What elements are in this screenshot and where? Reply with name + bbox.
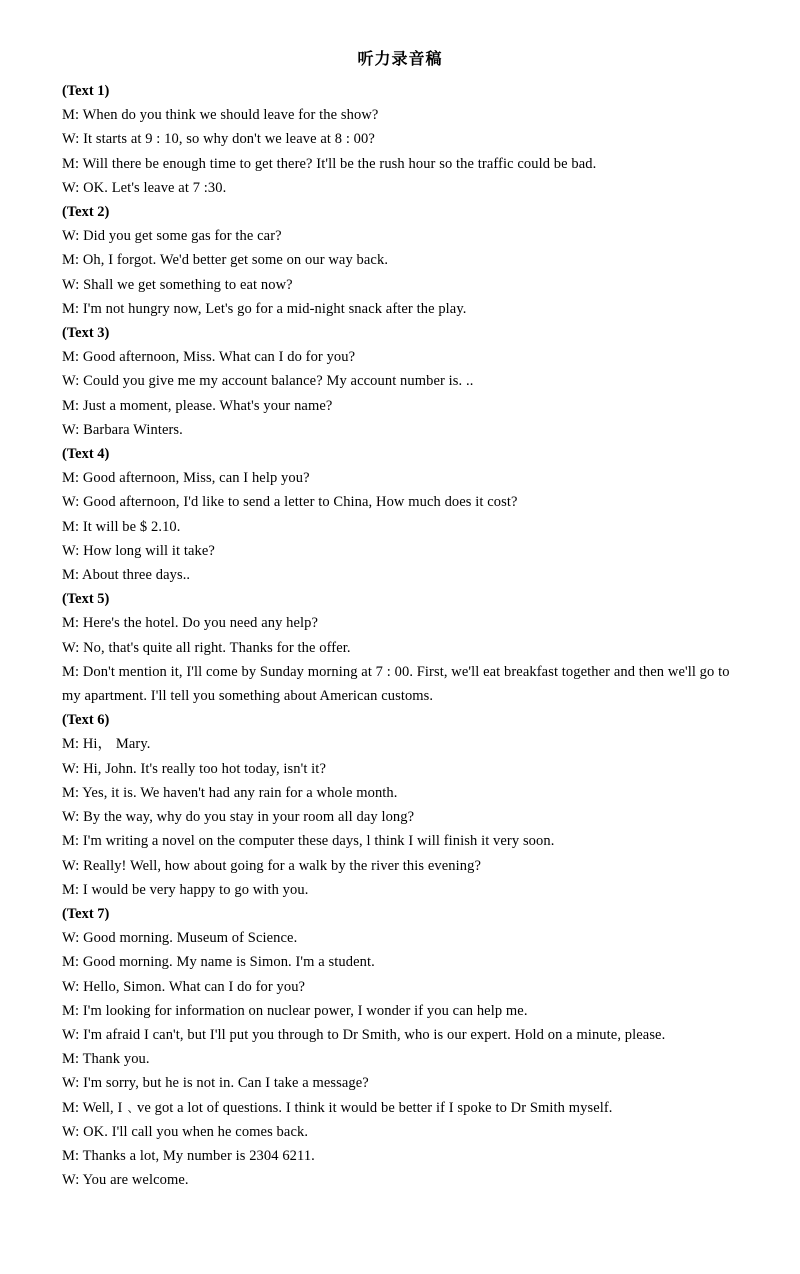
dialogue-line: W: I'm sorry, but he is not in. Can I take a message?: [62, 1075, 369, 1092]
dialogue-line: W: It starts at 9 : 10, so why don't we leave at 8 : 00?: [62, 131, 375, 148]
dialogue-line: M: Oh, I forgot. We'd better get some on our way back.: [62, 252, 389, 269]
dialogue-line: M: I would be very happy to go with you.: [62, 881, 309, 898]
dialogue-line: W: How long will it take?: [62, 542, 215, 559]
dialogue-line: W: By the way, why do you stay in your room all day long?: [62, 809, 415, 826]
transcript-section: [62, 442, 738, 587]
dialogue-line: M: I'm not hungry now, Let's go for a mid-night snack after the play.: [62, 300, 467, 317]
dialogue-line: W: I'm afraid I can't, but I'll put you through to Dr Smith, who is our expert. Hold on a minute, please.: [62, 1026, 666, 1043]
transcript-body: [62, 79, 738, 1192]
section-heading: (Text 7): [62, 905, 110, 922]
dialogue-line: M: I'm writing a novel on the computer these days, l think I will finish it very soon.: [62, 833, 555, 850]
section-heading: (Text 3): [62, 325, 110, 342]
section-heading: (Text 4): [62, 446, 110, 463]
dialogue-line: W: No, that's quite all right. Thanks for the offer.: [62, 639, 351, 656]
dialogue-line: M: Thank you.: [62, 1051, 150, 1068]
dialogue-line: W: Hello, Simon. What can I do for you?: [62, 978, 306, 995]
dialogue-line: M: Well, I﹑ve got a lot of questions. I think it would be better if I spoke to Dr Smith myself.: [62, 1099, 613, 1116]
transcript-section: [62, 321, 738, 442]
dialogue-line: W: You are welcome.: [62, 1172, 189, 1189]
dialogue-line: M: About three days..: [62, 567, 191, 584]
dialogue-line: W: OK. I'll call you when he comes back.: [62, 1123, 309, 1140]
dialogue-line: M: Don't mention it, I'll come by Sunday morning at 7 : 00. First, we'll eat breakfast together and then we'll go to my apartment. I'll tell you something about American customs.: [62, 663, 730, 705]
dialogue-line: M: Thanks a lot, My number is 2304 6211.: [62, 1147, 315, 1164]
dialogue-line: W: Good afternoon, I'd like to send a letter to China, How much does it cost?: [62, 494, 518, 511]
section-heading: (Text 1): [62, 83, 110, 99]
dialogue-line: W: OK. Let's leave at 7 :30.: [62, 179, 227, 196]
section-heading: (Text 5): [62, 591, 110, 608]
dialogue-line: W: Hi, John. It's really too hot today, isn't it?: [62, 760, 326, 777]
dialogue-line: M: Good morning. My name is Simon. I'm a student.: [62, 954, 375, 971]
dialogue-line: W: Did you get some gas for the car?: [62, 228, 282, 245]
dialogue-line: M: It will be $ 2.10.: [62, 518, 181, 535]
section-heading: (Text 6): [62, 712, 110, 729]
dialogue-line: W: Barbara Winters.: [62, 421, 183, 438]
section-heading: (Text 2): [62, 204, 110, 221]
transcript-section: [62, 902, 738, 1192]
dialogue-line: M: When do you think we should leave for the show?: [62, 107, 379, 124]
dialogue-line: W: Really! Well, how about going for a walk by the river this evening?: [62, 857, 481, 874]
dialogue-line: M: Good afternoon, Miss, can I help you?: [62, 470, 310, 487]
transcript-section: [62, 79, 738, 200]
dialogue-line: W: Shall we get something to eat now?: [62, 276, 293, 293]
dialogue-line: M: Here's the hotel. Do you need any help?: [62, 615, 319, 632]
dialogue-line: M: Good afternoon, Miss. What can I do for you?: [62, 349, 356, 366]
dialogue-line: M: I'm looking for information on nuclear power, I wonder if you can help me.: [62, 1002, 528, 1019]
page-title: 听力录音稿: [357, 49, 443, 68]
dialogue-line: M: Will there be enough time to get there? It'll be the rush hour so the traffic could be bad.: [62, 155, 597, 172]
dialogue-line: W: Could you give me my account balance? My account number is. ..: [62, 373, 474, 390]
dialogue-line: M: Hi， Mary.: [62, 736, 151, 753]
dialogue-line: W: Good morning. Museum of Science.: [62, 930, 298, 947]
transcript-section: [62, 587, 738, 708]
dialogue-line: M: Yes, it is. We haven't had any rain for a whole month.: [62, 784, 398, 801]
dialogue-line: M: Just a moment, please. What's your name?: [62, 397, 333, 414]
transcript-section: [62, 708, 738, 902]
transcript-section: [62, 200, 738, 321]
